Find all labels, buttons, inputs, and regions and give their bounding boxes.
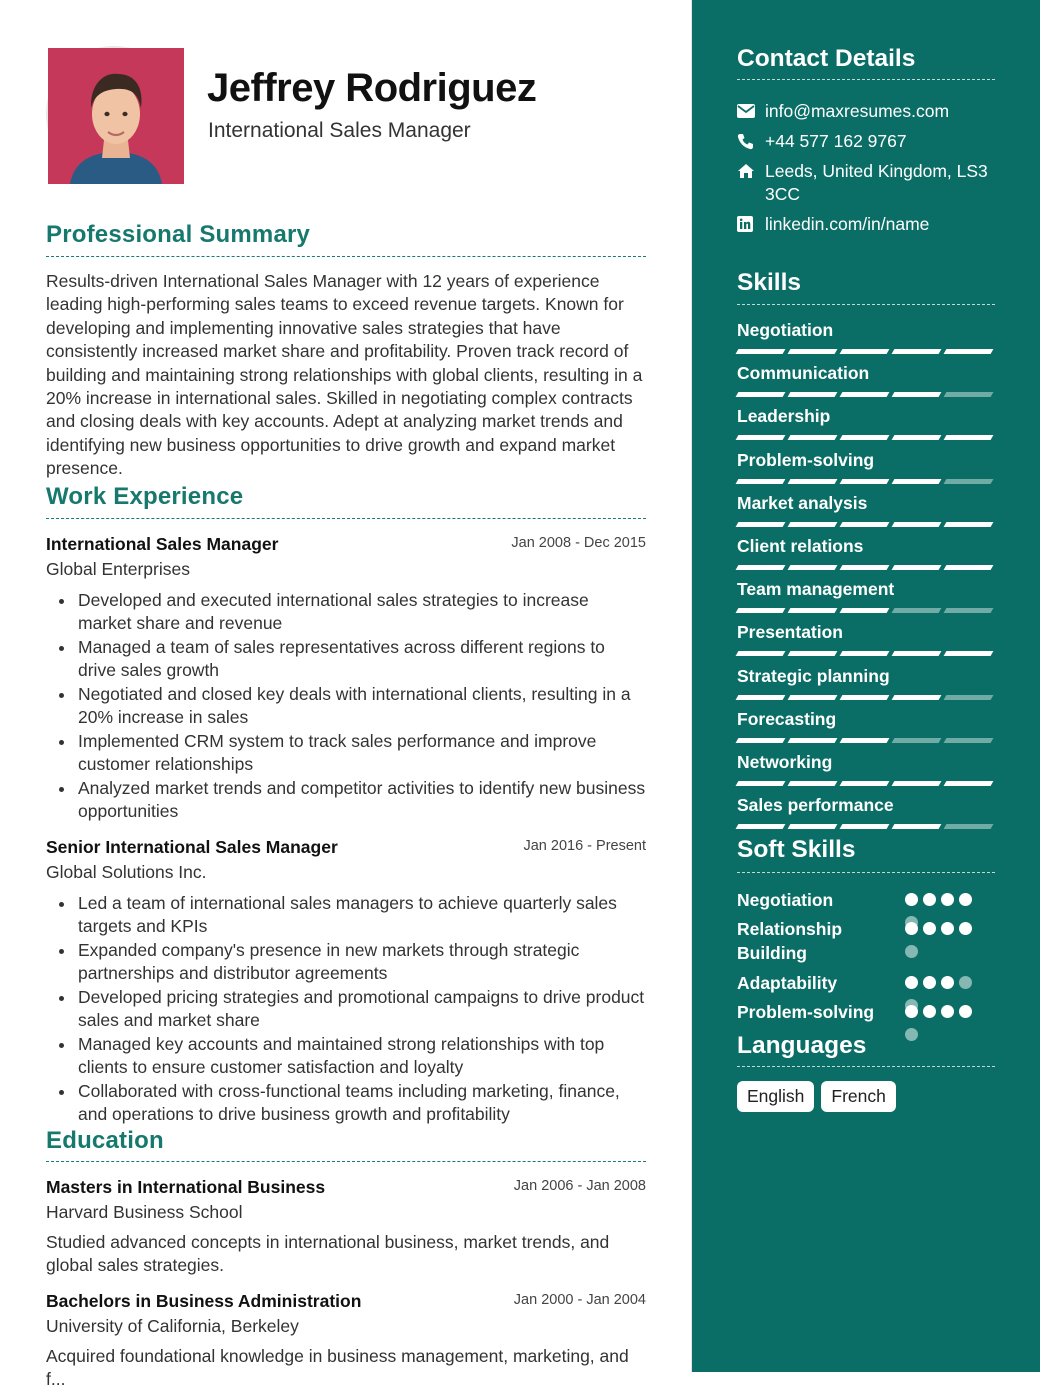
skill-level-segment bbox=[788, 738, 838, 743]
skill-item bbox=[737, 795, 995, 829]
skill-level-bar bbox=[737, 781, 995, 786]
skill-item bbox=[737, 493, 995, 527]
job-bullet: Collaborated with cross-functional teams including marketing, finance, and operations to drive business growth and profitability bbox=[78, 1080, 646, 1127]
job-bullets bbox=[46, 589, 646, 824]
phone-icon bbox=[737, 130, 765, 152]
job-bullet: Managed a team of sales representatives across different regions to drive sales growth bbox=[78, 636, 646, 683]
skill-level-segment bbox=[892, 349, 942, 354]
skill-level-segment bbox=[944, 608, 994, 613]
skills-heading: Skills bbox=[737, 269, 802, 296]
rating-dot bbox=[941, 976, 954, 989]
skill-name: Strategic planning bbox=[737, 665, 890, 686]
job-bullets bbox=[46, 892, 646, 1127]
contact-heading: Contact Details bbox=[737, 45, 916, 72]
soft-skill-name: Problem-solving bbox=[737, 1002, 875, 1022]
skill-item bbox=[737, 536, 995, 570]
soft-skills-heading: Soft Skills bbox=[737, 836, 856, 863]
soft-skill-name: Relationship Building bbox=[737, 919, 843, 963]
soft-skill-item bbox=[737, 971, 995, 995]
job-title: International Sales Manager bbox=[46, 534, 279, 554]
skill-level-bar bbox=[737, 522, 995, 527]
skill-level-segment bbox=[788, 349, 838, 354]
job-bullet: Analyzed market trends and competitor activities to identify new business opportunities bbox=[78, 777, 646, 824]
education-dates: Jan 2000 - Jan 2004 bbox=[513, 1292, 646, 1308]
summary-text: Results-driven International Sales Manager with 12 years of experience leading high-performing sales teams to exceed revenue targets. Known for developing and implementing innovative sales strategies that have consistently increased market share and profitability. Proven track record of building and maintaining strong relationships with global clients, resulting in a 20% increase in international sales. Skilled in negotiating complex contracts and closing deals with key accounts. Adept at analyzing market trends and identifying new business opportunities to drive growth and expand market presence. bbox=[46, 271, 643, 479]
skill-level-segment bbox=[840, 824, 890, 829]
job-dates: Jan 2016 - Present bbox=[523, 838, 646, 854]
job-title: Senior International Sales Manager bbox=[46, 837, 338, 857]
soft-skill-name: Adaptability bbox=[737, 973, 838, 993]
skill-level-segment bbox=[840, 651, 890, 656]
skill-level-segment bbox=[944, 565, 994, 570]
languages-heading: Languages bbox=[737, 1032, 867, 1059]
skill-level-bar bbox=[737, 349, 995, 354]
skill-level-segment bbox=[788, 435, 838, 440]
rating-dot bbox=[941, 922, 954, 935]
skill-level-segment bbox=[840, 479, 890, 484]
skill-level-segment bbox=[736, 695, 786, 700]
job-bullet: Managed key accounts and maintained strong relationships with top clients to ensure customer satisfaction and loyalty bbox=[78, 1033, 646, 1080]
education-entry bbox=[46, 1291, 646, 1392]
school-name: Harvard Business School bbox=[46, 1202, 243, 1222]
job-bullet: Negotiated and closed key deals with international clients, resulting in a 20% increase in sales bbox=[78, 683, 646, 730]
skill-name: Problem-solving bbox=[737, 449, 875, 470]
skill-level-segment bbox=[840, 738, 890, 743]
skill-level-bar bbox=[737, 824, 995, 829]
rating-dot bbox=[905, 976, 918, 989]
skill-level-segment bbox=[840, 781, 890, 786]
soft-skill-name: Negotiation bbox=[737, 890, 834, 910]
skill-name: Forecasting bbox=[737, 708, 837, 729]
skill-level-segment bbox=[944, 738, 994, 743]
skill-name: Communication bbox=[737, 363, 870, 384]
skill-level-segment bbox=[840, 392, 890, 397]
experience-heading: Work Experience bbox=[46, 483, 244, 510]
rating-dot bbox=[905, 893, 918, 906]
rating-dot bbox=[923, 976, 936, 989]
job-entry bbox=[46, 837, 646, 1127]
skill-level-segment bbox=[840, 349, 890, 354]
skill-level-segment bbox=[944, 349, 994, 354]
soft-skills-divider bbox=[737, 872, 995, 873]
skill-level-segment bbox=[944, 695, 994, 700]
rating-dot bbox=[905, 1005, 918, 1018]
contact-linkedin-text: linkedin.com/in/name bbox=[765, 214, 930, 234]
skill-level-bar bbox=[737, 392, 995, 397]
skill-level-segment bbox=[944, 651, 994, 656]
avatar bbox=[46, 46, 182, 182]
skills-divider bbox=[737, 304, 995, 305]
skill-name: Market analysis bbox=[737, 492, 868, 513]
summary-heading: Professional Summary bbox=[46, 221, 311, 248]
skill-level-segment bbox=[840, 695, 890, 700]
skill-name: Negotiation bbox=[737, 320, 834, 340]
skill-level-segment bbox=[736, 479, 786, 484]
skill-level-segment bbox=[736, 651, 786, 656]
skill-level-segment bbox=[788, 781, 838, 786]
contact-email[interactable] bbox=[737, 100, 995, 123]
education-dates: Jan 2006 - Jan 2008 bbox=[513, 1178, 646, 1194]
skill-item bbox=[737, 579, 995, 613]
education-description: Studied advanced concepts in international business, market trends, and global sales strategies. bbox=[46, 1232, 610, 1276]
skill-name: Client relations bbox=[737, 536, 864, 556]
skill-level-segment bbox=[736, 608, 786, 613]
skill-name: Networking bbox=[737, 752, 833, 772]
contact-divider bbox=[737, 79, 995, 80]
skill-level-segment bbox=[736, 392, 786, 397]
contact-phone[interactable] bbox=[737, 130, 995, 153]
languages-list bbox=[737, 1081, 896, 1112]
education-entry bbox=[46, 1177, 646, 1278]
skill-level-segment bbox=[840, 435, 890, 440]
skill-level-segment bbox=[944, 781, 994, 786]
rating-dot bbox=[905, 922, 918, 935]
skill-level-segment bbox=[892, 608, 942, 613]
skill-item bbox=[737, 406, 995, 440]
skill-level-segment bbox=[944, 522, 994, 527]
skill-item bbox=[737, 450, 995, 484]
rating-dot bbox=[959, 976, 972, 989]
skill-level-segment bbox=[892, 824, 942, 829]
skill-level-bar bbox=[737, 435, 995, 440]
skill-item bbox=[737, 320, 995, 354]
degree-title: Bachelors in Business Administration bbox=[46, 1291, 362, 1311]
skill-level-segment bbox=[892, 781, 942, 786]
skill-level-segment bbox=[788, 565, 838, 570]
skill-name: Leadership bbox=[737, 406, 831, 427]
sidebar bbox=[692, 0, 1040, 1372]
skill-name: Sales performance bbox=[737, 795, 894, 816]
rating-dot bbox=[905, 945, 918, 958]
skill-level-bar bbox=[737, 695, 995, 700]
job-bullet: Developed and executed international sales strategies to increase market share and revenue bbox=[78, 589, 646, 636]
envelope-icon bbox=[737, 100, 765, 122]
skill-level-segment bbox=[944, 392, 994, 397]
languages-divider bbox=[737, 1066, 995, 1067]
experience-divider bbox=[46, 518, 646, 519]
skill-level-bar bbox=[737, 565, 995, 570]
school-name: University of California, Berkeley bbox=[46, 1316, 299, 1336]
candidate-title: International Sales Manager bbox=[208, 119, 471, 142]
skill-level-segment bbox=[840, 565, 890, 570]
skill-level-bar bbox=[737, 479, 995, 484]
skill-item bbox=[737, 363, 995, 397]
skill-level-segment bbox=[892, 651, 942, 656]
contact-phone-text: +44 577 162 9767 bbox=[765, 131, 907, 151]
rating-dot bbox=[959, 922, 972, 935]
skill-level-segment bbox=[788, 479, 838, 484]
skill-item bbox=[737, 709, 995, 743]
summary-divider bbox=[46, 256, 646, 257]
skill-level-segment bbox=[892, 522, 942, 527]
skill-item bbox=[737, 666, 995, 700]
rating-dot bbox=[959, 893, 972, 906]
rating-dot bbox=[941, 893, 954, 906]
skill-level-segment bbox=[788, 522, 838, 527]
rating-dot bbox=[923, 922, 936, 935]
education-divider bbox=[46, 1161, 646, 1162]
contact-linkedin[interactable] bbox=[737, 213, 995, 236]
skill-level-segment bbox=[892, 479, 942, 484]
job-bullet: Developed pricing strategies and promotional campaigns to drive product sales and market share bbox=[78, 986, 646, 1033]
skill-level-segment bbox=[892, 565, 942, 570]
rating-dot bbox=[941, 1005, 954, 1018]
education-heading: Education bbox=[46, 1127, 164, 1154]
skill-level-segment bbox=[736, 565, 786, 570]
skill-item bbox=[737, 752, 995, 786]
linkedin-icon bbox=[737, 213, 765, 235]
contact-email-text: info@maxresumes.com bbox=[765, 101, 950, 121]
skill-level-segment bbox=[788, 695, 838, 700]
skill-item bbox=[737, 622, 995, 656]
skill-level-segment bbox=[788, 608, 838, 613]
skill-level-segment bbox=[944, 479, 994, 484]
skill-level-segment bbox=[944, 824, 994, 829]
job-company: Global Enterprises bbox=[46, 559, 190, 579]
skill-level-segment bbox=[736, 824, 786, 829]
skill-level-bar bbox=[737, 738, 995, 743]
skill-level-segment bbox=[736, 349, 786, 354]
degree-title: Masters in International Business bbox=[46, 1177, 326, 1197]
rating-dot bbox=[959, 1005, 972, 1018]
skill-level-bar bbox=[737, 651, 995, 656]
skill-level-bar bbox=[737, 608, 995, 613]
home-icon bbox=[737, 160, 765, 182]
skill-level-segment bbox=[944, 435, 994, 440]
job-dates: Jan 2008 - Dec 2015 bbox=[511, 535, 646, 551]
soft-skill-item bbox=[737, 888, 995, 912]
skill-level-segment bbox=[736, 781, 786, 786]
job-entry bbox=[46, 534, 646, 824]
candidate-name: Jeffrey Rodriguez bbox=[207, 66, 537, 110]
skill-name: Presentation bbox=[737, 622, 843, 643]
skill-level-segment bbox=[892, 435, 942, 440]
skill-level-segment bbox=[788, 651, 838, 656]
skill-level-segment bbox=[736, 738, 786, 743]
skill-level-segment bbox=[736, 522, 786, 527]
skill-level-segment bbox=[736, 435, 786, 440]
skill-level-segment bbox=[788, 392, 838, 397]
skill-level-segment bbox=[788, 824, 838, 829]
contact-address bbox=[737, 160, 995, 206]
rating-dot bbox=[905, 1028, 918, 1041]
skill-level-segment bbox=[840, 608, 890, 613]
skill-level-segment bbox=[892, 695, 942, 700]
job-bullet: Implemented CRM system to track sales performance and improve customer relationships bbox=[78, 730, 646, 777]
job-company: Global Solutions Inc. bbox=[46, 862, 207, 882]
job-bullet: Expanded company's presence in new markets through strategic partnerships and distributor agreements bbox=[78, 939, 646, 986]
soft-skill-item bbox=[737, 917, 995, 965]
job-bullet: Led a team of international sales managers to achieve quarterly sales targets and KPIs bbox=[78, 892, 646, 939]
education-description: Acquired foundational knowledge in business management, marketing, and f... bbox=[46, 1346, 629, 1390]
profile-photo-icon bbox=[48, 48, 184, 184]
rating-dot bbox=[923, 893, 936, 906]
contact-address-text: Leeds, United Kingdom, LS3 3CC bbox=[765, 161, 988, 204]
rating-dot bbox=[923, 1005, 936, 1018]
soft-skill-item bbox=[737, 1000, 995, 1024]
skill-level-segment bbox=[892, 738, 942, 743]
skill-level-segment bbox=[892, 392, 942, 397]
language-tag: English bbox=[737, 1081, 814, 1112]
language-tag: French bbox=[821, 1081, 895, 1112]
skill-level-segment bbox=[840, 522, 890, 527]
skill-name: Team management bbox=[737, 579, 895, 600]
